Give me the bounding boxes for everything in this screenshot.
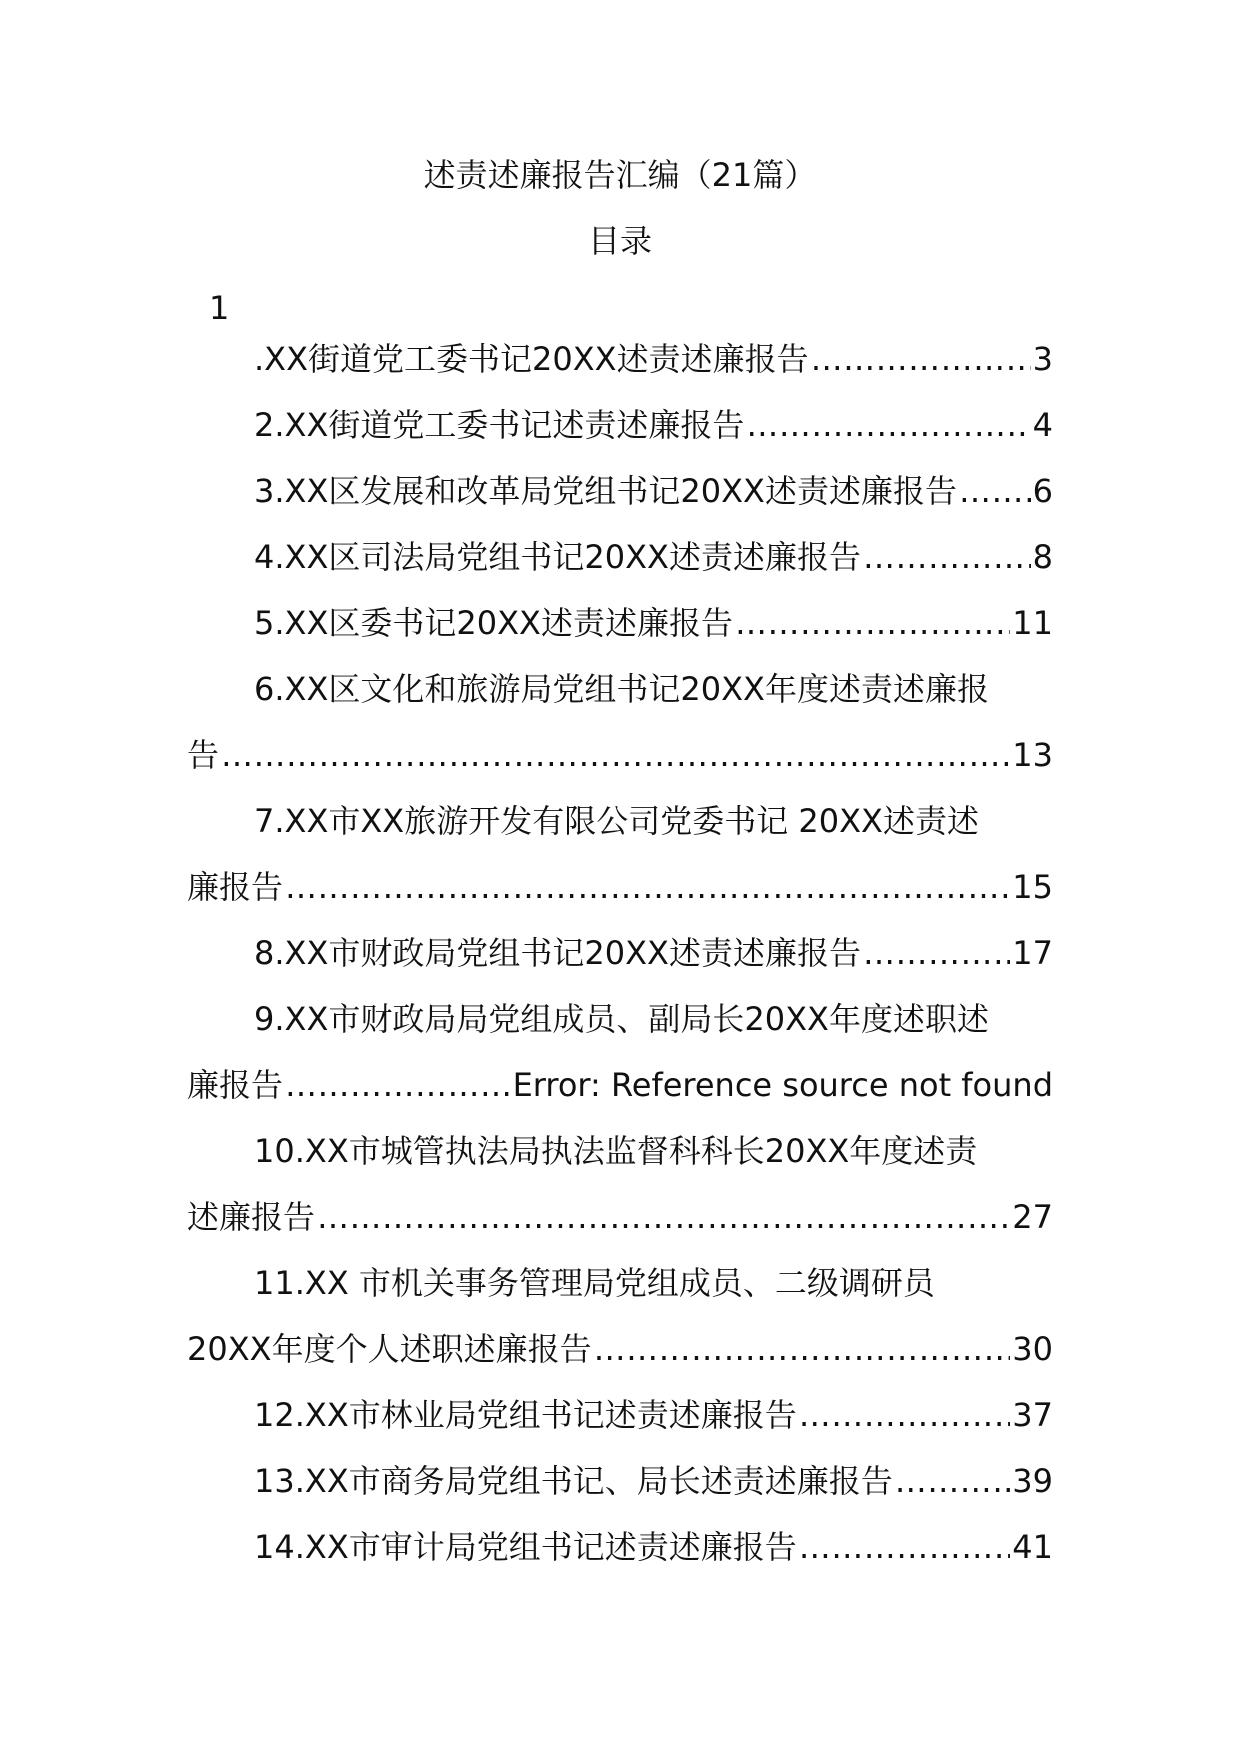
toc-entry-page: 4 — [1032, 406, 1053, 444]
toc-entry-line1[interactable] — [187, 788, 1053, 854]
toc-entry-line2[interactable] — [187, 1184, 1053, 1250]
toc-leader-dots — [285, 1052, 511, 1118]
toc-entry-title: 10.XX市城管执法局执法监督科科长20XX年度述责 — [254, 1132, 978, 1170]
toc-entry-title-cont: 20XX年度个人述职述廉报告 — [187, 1330, 592, 1368]
toc-entry-title: 14.XX市审计局党组书记述责述廉报告 — [254, 1528, 797, 1566]
toc-entry-title: 5.XX区委书记20XX述责述廉报告 — [254, 604, 733, 642]
toc-leader-dots — [317, 1184, 1010, 1250]
toc-entry-page: 11 — [1012, 604, 1053, 642]
toc-entry-line2[interactable] — [187, 1052, 1053, 1118]
toc-entry-title: 12.XX市林业局党组书记述责述廉报告 — [254, 1396, 797, 1434]
toc-entry-title: .XX街道党工委书记20XX述责述廉报告 — [254, 340, 809, 378]
toc-entry-line1[interactable] — [187, 986, 1053, 1052]
toc-entry-title: 6.XX区文化和旅游局党组书记20XX年度述责述廉报 — [254, 670, 989, 708]
toc-entry-page: 41 — [1012, 1528, 1053, 1566]
toc-entry-line1[interactable] — [187, 1118, 1053, 1184]
toc-entry-title-cont: 廉报告 — [187, 1066, 284, 1104]
toc-entry-line2[interactable] — [187, 854, 1053, 920]
toc-entry-title: 8.XX市财政局党组书记20XX述责述廉报告 — [254, 934, 861, 972]
toc-leader-dots — [746, 392, 1030, 458]
toc-entry-page-error: Error: Reference source not found — [512, 1066, 1053, 1104]
toc-first-number: 1 — [209, 289, 230, 327]
toc-entry-page: 8 — [1032, 538, 1053, 576]
toc-leader-dots — [221, 722, 1010, 788]
toc-entry-page: 39 — [1012, 1462, 1053, 1500]
toc-entry-line2[interactable] — [187, 1316, 1053, 1382]
toc-entry[interactable] — [187, 1514, 1053, 1580]
toc-entry-page: 37 — [1012, 1396, 1053, 1434]
toc-entry-page: 6 — [1032, 472, 1053, 510]
toc-entry-line2[interactable] — [187, 722, 1053, 788]
toc-entry-page: 17 — [1012, 934, 1053, 972]
toc-leader-dots — [863, 920, 1010, 986]
toc-leader-dots — [799, 1382, 1011, 1448]
toc-entry-title: 13.XX市商务局党组书记、局长述责述廉报告 — [254, 1462, 893, 1500]
toc-entry[interactable] — [187, 920, 1053, 986]
document-title: 述责述廉报告汇编（21篇） — [423, 156, 817, 194]
toc-leader-dots — [863, 524, 1031, 590]
toc-entry-title: 11.XX 市机关事务管理局党组成员、二级调研员 — [254, 1264, 935, 1302]
toc-entry-title-cont: 述廉报告 — [187, 1198, 316, 1236]
toc-entry-page: 15 — [1012, 868, 1053, 906]
toc-leader-dots — [799, 1514, 1011, 1580]
toc-entry[interactable] — [187, 458, 1053, 524]
toc-leader-dots — [959, 458, 1031, 524]
toc-entry-title: 4.XX区司法局党组书记20XX述责述廉报告 — [254, 538, 861, 576]
toc-heading: 目录 — [587, 222, 652, 260]
toc-entry[interactable] — [187, 1448, 1053, 1514]
toc-entry-title-cont: 廉报告 — [187, 868, 284, 906]
toc-entry-page: 3 — [1032, 340, 1053, 378]
toc-entry[interactable] — [187, 590, 1053, 656]
toc-leader-dots — [895, 1448, 1011, 1514]
toc-entry-title: 9.XX市财政局局党组成员、副局长20XX年度述职述 — [254, 1000, 989, 1038]
toc-leader-dots — [735, 590, 1010, 656]
toc-entry-page: 30 — [1012, 1330, 1053, 1368]
toc-entry-title: 7.XX市XX旅游开发有限公司党委书记 20XX述责述 — [254, 802, 979, 840]
toc-entry-line1[interactable] — [187, 1250, 1053, 1316]
toc-leader-dots — [594, 1316, 1011, 1382]
toc-entry[interactable] — [187, 1382, 1053, 1448]
toc-entry[interactable] — [187, 524, 1053, 590]
toc-entry[interactable] — [187, 326, 1053, 392]
toc-entry[interactable] — [187, 392, 1053, 458]
table-of-contents — [187, 326, 1053, 1580]
toc-entry-title-cont: 告 — [187, 736, 220, 774]
toc-leader-dots — [811, 326, 1031, 392]
toc-entry-line1[interactable] — [187, 656, 1053, 722]
toc-entry-title: 2.XX街道党工委书记述责述廉报告 — [254, 406, 745, 444]
toc-entry-page: 27 — [1012, 1198, 1053, 1236]
toc-leader-dots — [285, 854, 1010, 920]
toc-entry-page: 13 — [1012, 736, 1053, 774]
toc-entry-title: 3.XX区发展和改革局党组书记20XX述责述廉报告 — [254, 472, 957, 510]
